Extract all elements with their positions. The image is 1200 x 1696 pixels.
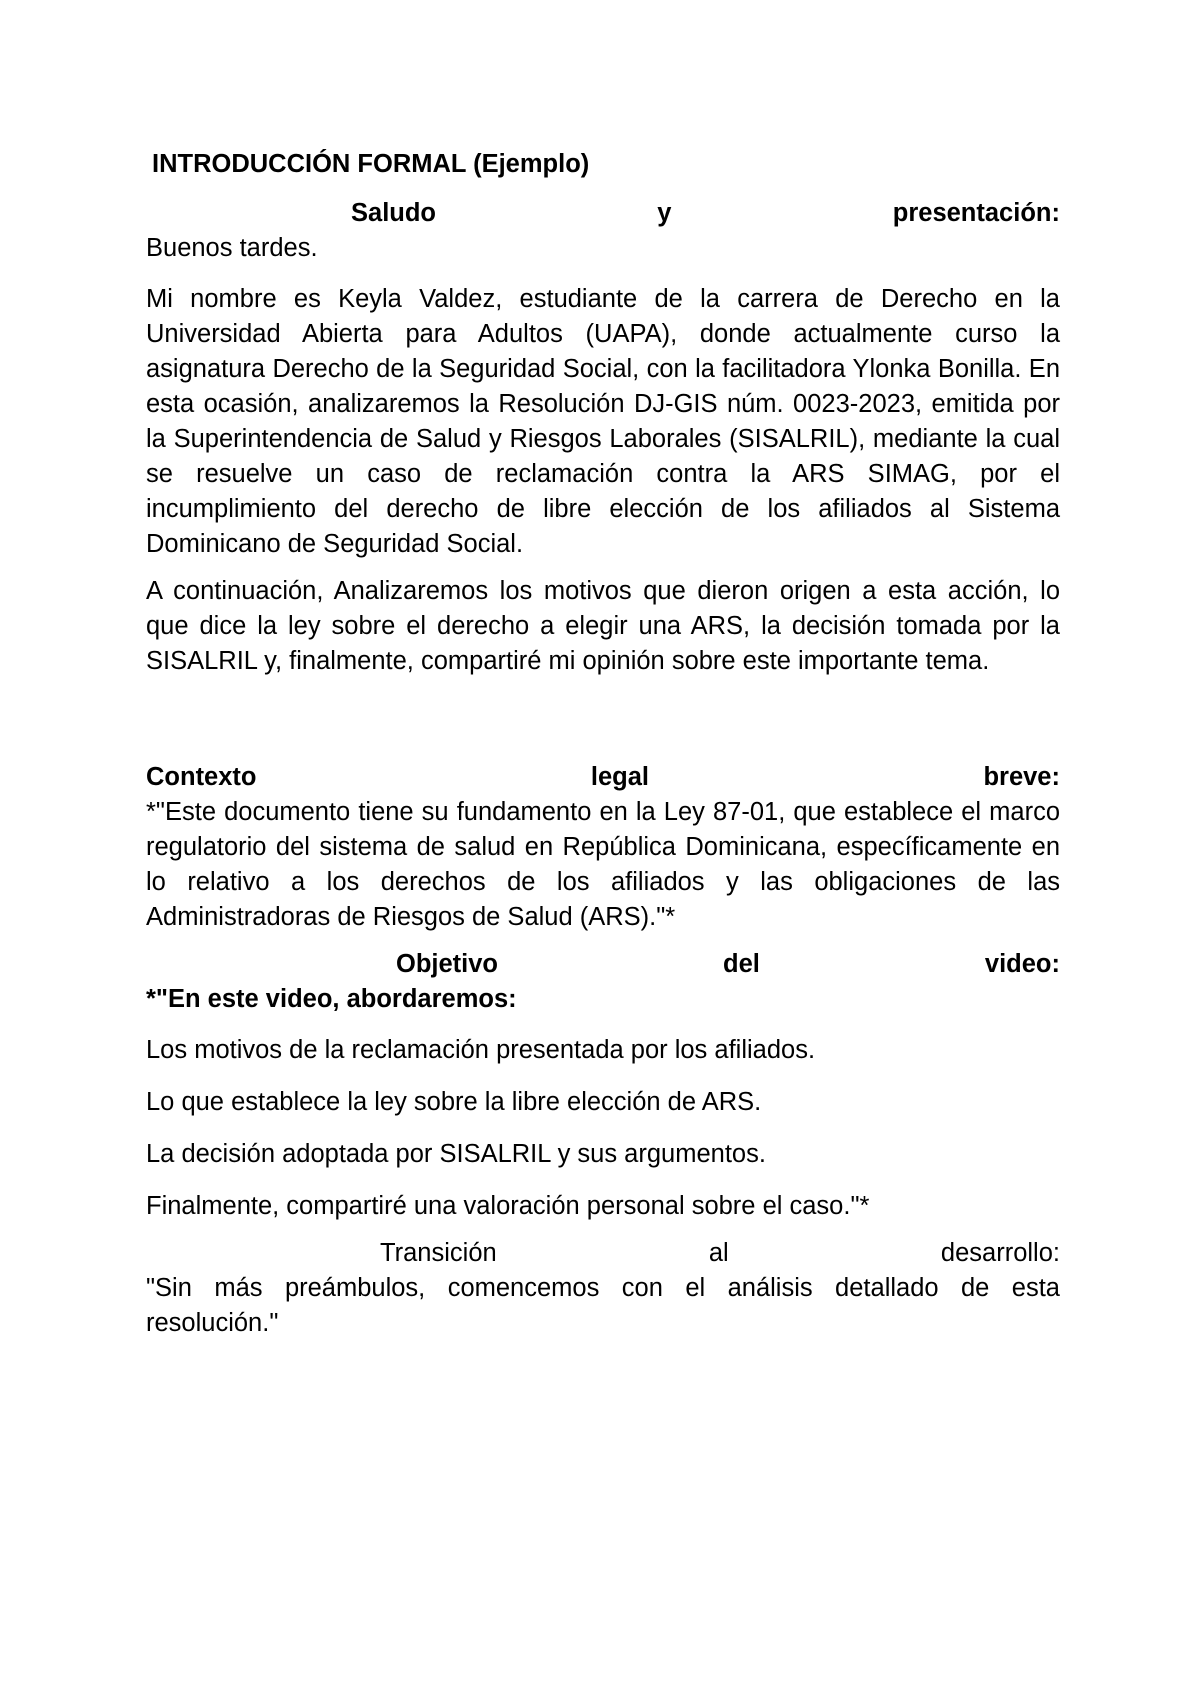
context-heading-word-3: breve: [983,763,1060,791]
greeting-text: Buenos tardes. [146,234,318,262]
greeting-heading-word-2: y [657,199,672,227]
greeting-heading-word-3: presentación: [892,199,1060,227]
greeting-heading-word-1: Saludo [351,199,437,227]
objective-item: Finalmente, compartiré una valoración personal sobre el caso."* [146,1192,870,1220]
objective-intro: *"En este video, abordaremos: [146,985,517,1013]
document-body [146,140,1060,1341]
objective-heading-word-3: video: [984,950,1060,978]
document-title: INTRODUCCIÓN FORMAL (Ejemplo) [152,150,590,178]
context-paragraph: *"Este documento tiene su fundamento en la Ley 87-01, que establece el marco regulatorio del sistema de salud en República Dominicana, específicamente en lo relativo a los derechos de los afiliados y las obligaciones de las Administradoras de Riesgos de Salud (ARS)."* [146,798,1060,931]
objective-item: Los motivos de la reclamación presentada por los afiliados. [146,1036,816,1064]
transition-paragraph: "Sin más preámbulos, comencemos con el análisis detallado de esta resolución." [146,1274,1060,1337]
intro-paragraph: Mi nombre es Keyla Valdez, estudiante de la carrera de Derecho en la Universidad Abierta para Adultos (UAPA), donde actualmente curso la asignatura Derecho de la Seguridad Social, con la facilitadora Ylonka Bonilla. En esta ocasión, analizaremos la Resolución DJ-GIS núm. 0023-2023, emitida por la Superintendencia de Salud y Riesgos Laborales (SISALRIL), mediante la cual se resuelve un caso de reclamación contra la ARS SIMAG, por el incumplimiento del derecho de libre elección de los afiliados al Sistema Dominicano de Seguridad Social. [146,285,1060,558]
objective-heading-word-1: Objetivo [396,950,499,978]
context-heading [146,760,1060,795]
objective-heading-word-2: del [723,950,760,978]
greeting-heading [146,196,1060,231]
objective-item: La decisión adoptada por SISALRIL y sus argumentos. [146,1140,766,1168]
continuation-paragraph: A continuación, Analizaremos los motivos que dieron origen a esta acción, lo que dice la ley sobre el derecho a elegir una ARS, la decisión tomada por la SISALRIL y, finalmente, compartiré mi opinión sobre este importante tema. [146,577,1060,675]
transition-heading-word-1: Transición [380,1239,497,1267]
transition-heading [146,1236,1060,1271]
transition-heading-word-2: al [708,1239,729,1267]
transition-heading-word-3: desarrollo: [940,1239,1060,1267]
objective-item: Lo que establece la ley sobre la libre elección de ARS. [146,1088,762,1116]
objective-heading [146,947,1060,982]
context-heading-word-2: legal [590,763,650,791]
context-heading-word-1: Contexto [146,763,257,791]
